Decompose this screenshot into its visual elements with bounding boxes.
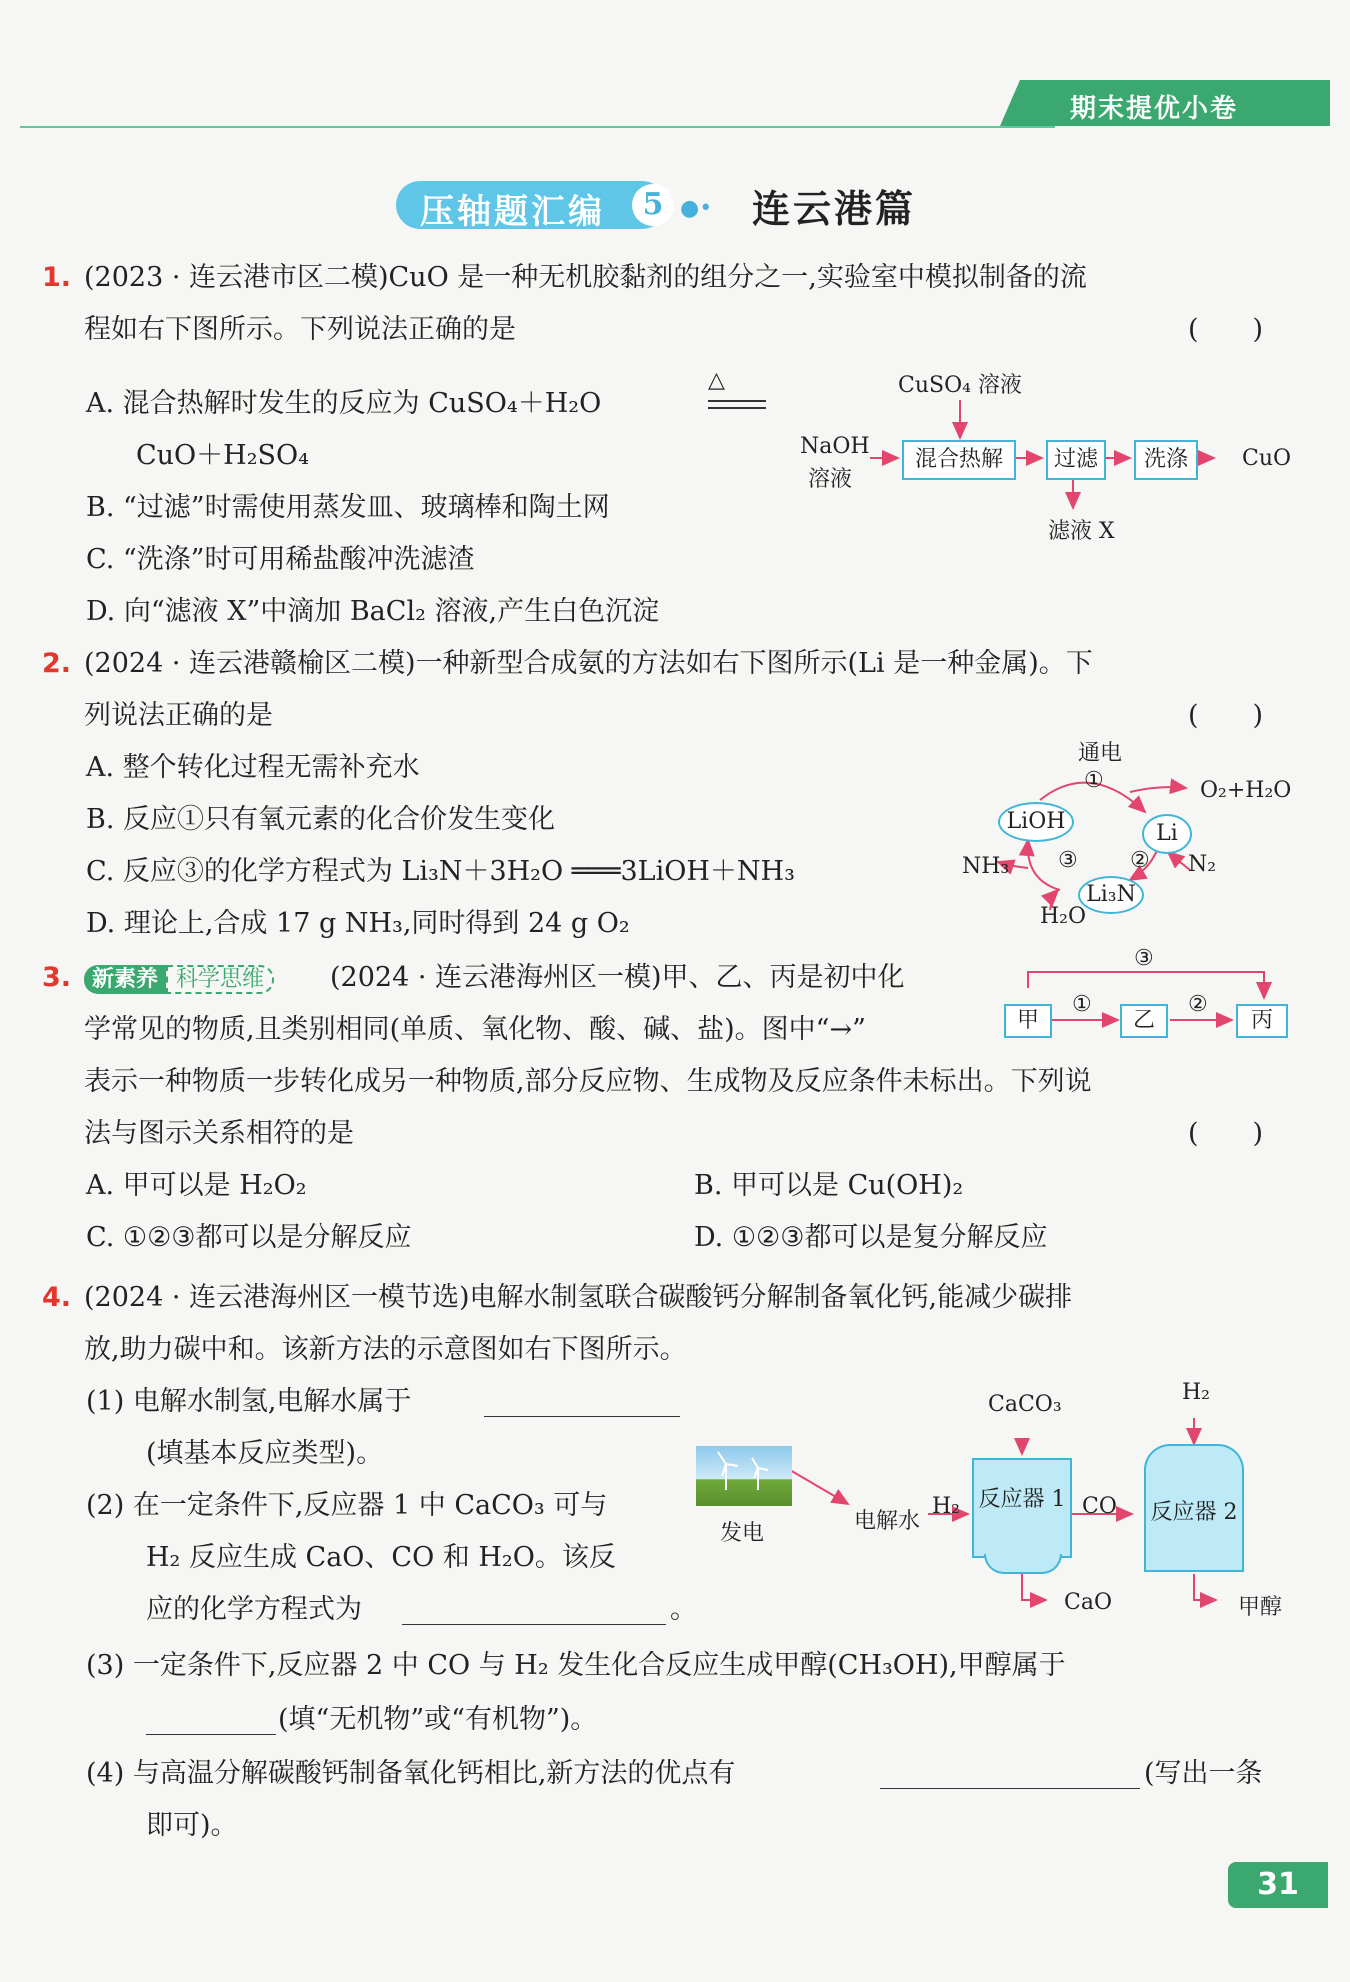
q4-part4-tail: (写出一条 [1144, 1758, 1263, 1789]
q2-option-d: D. 理论上,合成 17 g NH₃,同时得到 24 g O₂ [86, 908, 630, 939]
q3-option-a: A. 甲可以是 H₂O₂ [86, 1170, 307, 1201]
q4-stem-line2: 放,助力碳中和。该新方法的示意图如右下图所示。 [84, 1334, 687, 1365]
q3-stem-line3: 表示一种物质一步转化成另一种物质,部分反应物、生成物及反应条件未标出。下列说 [84, 1066, 1092, 1097]
q2-option-a: A. 整个转化过程无需补充水 [86, 752, 420, 783]
q1-box-wash: 洗涤 [1134, 440, 1198, 480]
q2-node-lioh: LiOH [998, 802, 1074, 842]
q3-diagram-r3: ③ [1134, 946, 1154, 971]
banner-title: 压轴题汇编 [420, 192, 605, 232]
q1-heat-condition: △ [708, 368, 725, 393]
q1-diagram-naoh: NaOH [800, 434, 870, 459]
q3-stem-line4: 法与图示关系相符的是 [84, 1118, 354, 1149]
q2-node-li: Li [1142, 814, 1192, 854]
q3-stem-line2: 学常见的物质,且类别相同(单质、氧化物、酸、碱、盐)。图中“→” [84, 1014, 866, 1045]
q2-option-c: C. 反应③的化学方程式为 Li₃N＋3H₂O ═══3LiOH＋NH₃ [86, 856, 795, 887]
q4-part4-line1: (4) 与高温分解碳酸钙制备氧化钙相比,新方法的优点有 [86, 1758, 736, 1789]
q4-part1: (1) 电解水制氢,电解水属于 [86, 1386, 412, 1417]
q1-diagram-filtrate: 滤液 X [1048, 519, 1115, 544]
q4-stem-line1: (2024 · 连云港海州区一模节选)电解水制氢联合碳酸钙分解制备氧化钙,能减少碳排 [84, 1282, 1073, 1313]
q2-option-b: B. 反应①只有氧元素的化合价发生变化 [86, 804, 556, 835]
q4-reactor-1: 反应器 1 [972, 1458, 1072, 1558]
q2-stem-line2: 列说法正确的是 [84, 700, 273, 731]
q2-diagram-r1: ① [1084, 768, 1104, 793]
q1-diagram-naoh-solution: 溶液 [808, 467, 853, 492]
banner-number: 5 [632, 184, 674, 226]
q2-node-li3n: Li₃N [1078, 876, 1144, 914]
q2-diagram-energize: 通电 [1078, 741, 1123, 766]
q4-diagram-electrolysis: 电解水 [854, 1509, 921, 1534]
q4-reactor-2-dome [1144, 1444, 1244, 1470]
q3-diagram-r1: ① [1072, 992, 1092, 1017]
q4-diagram-h2-a: H₂ [932, 1494, 961, 1519]
q3-diagram-r2: ② [1188, 992, 1208, 1017]
q4-part4-blank[interactable] [880, 1788, 1140, 1789]
q2-diagram-nh3: NH₃ [962, 854, 1010, 879]
header-tab-notch [1000, 80, 1020, 126]
q4-part2-line2: H₂ 反应生成 CaO、CO 和 H₂O。该反 [146, 1542, 616, 1573]
q4-part2-blank[interactable] [402, 1624, 666, 1625]
q3-option-d: D. ①②③都可以是复分解反应 [694, 1222, 1048, 1253]
wind-turbine-icon [696, 1446, 792, 1506]
q1-box-filter: 过滤 [1046, 440, 1106, 480]
q3-stem-line1: (2024 · 连云港海州区一模)甲、乙、丙是初中化 [330, 962, 905, 993]
q3-badge [84, 962, 274, 993]
q1-option-b: B. “过滤”时需使用蒸发皿、玻璃棒和陶土网 [86, 492, 610, 523]
q3-option-b: B. 甲可以是 Cu(OH)₂ [694, 1170, 964, 1201]
q1-answer-paren: ( ) [1188, 314, 1264, 345]
header-tab-label: 期末提优小卷 [1070, 94, 1239, 124]
q4-number: 4. [42, 1282, 72, 1313]
q2-diagram-o2h2o: O₂+H₂O [1200, 778, 1292, 803]
q4-diagram-co: CO [1082, 1494, 1117, 1519]
q1-number: 1. [42, 262, 72, 293]
q4-part2-line3: 应的化学方程式为 [146, 1594, 362, 1625]
q1-option-a-cont: CuO＋H₂SO₄ [136, 440, 310, 471]
q4-diagram-power: 发电 [720, 1521, 765, 1546]
q2-answer-paren: ( ) [1188, 700, 1264, 731]
q4-part2-end: 。 [670, 1594, 697, 1625]
q1-option-a: A. 混合热解时发生的反应为 CuSO₄＋H₂O [86, 388, 602, 419]
q4-reactor-2: 反应器 2 [1144, 1468, 1244, 1572]
q3-node-bing: 丙 [1236, 1004, 1288, 1038]
q4-part2-line1: (2) 在一定条件下,反应器 1 中 CaCO₃ 可与 [86, 1490, 608, 1521]
q3-node-jia: 甲 [1004, 1004, 1052, 1038]
q4-diagram-caco3: CaCO₃ [988, 1392, 1062, 1417]
q2-diagram-n2: N₂ [1188, 852, 1217, 877]
q1-eq-bar-top [708, 400, 766, 402]
q1-option-c: C. “洗涤”时可用稀盐酸冲洗滤渣 [86, 544, 475, 575]
wind-turbine-photo [696, 1446, 792, 1506]
q2-number: 2. [42, 648, 72, 679]
q1-eq-bar-bottom [708, 407, 766, 409]
q1-stem-line1: (2023 · 连云港市区二模)CuO 是一种无机胶黏剂的组分之一,实验室中模拟制备的流 [84, 262, 1087, 293]
page-number: 31 [1228, 1862, 1328, 1908]
q2-diagram-r2: ② [1130, 848, 1150, 873]
q3-badge-secondary: 科学思维 [166, 965, 274, 994]
header-rule [20, 126, 1055, 128]
q2-stem-line1: (2024 · 连云港赣榆区二模)一种新型合成氨的方法如右下图所示(Li 是一种金属)。下 [84, 648, 1093, 679]
q4-part1-cont: (填基本反应类型)。 [146, 1438, 384, 1469]
q4-diagram-h2-b: H₂ [1182, 1380, 1211, 1405]
q4-part3-line1: (3) 一定条件下,反应器 2 中 CO 与 H₂ 发生化合反应生成甲醇(CH₃OH),甲醇属于 [86, 1650, 1066, 1681]
q2-diagram-r3: ③ [1058, 848, 1078, 873]
q1-option-d: D. 向“滤液 X”中滴加 BaCl₂ 溶液,产生白色沉淀 [86, 596, 660, 627]
q3-badge-primary: 新素养 [84, 965, 166, 994]
q3-answer-paren: ( ) [1188, 1118, 1264, 1149]
q3-number: 3. [42, 962, 72, 993]
q1-diagram-product: CuO [1242, 446, 1292, 471]
q1-box-mixing: 混合热解 [902, 440, 1016, 480]
q3-option-c: C. ①②③都可以是分解反应 [86, 1222, 412, 1253]
q4-part3-blank[interactable] [146, 1734, 276, 1735]
q4-diagram-methanol: 甲醇 [1238, 1595, 1283, 1620]
q4-part4-cont: 即可)。 [146, 1810, 238, 1841]
q4-part3-cont: (填“无机物”或“有机物”)。 [278, 1704, 598, 1735]
q2-diagram-h2o: H₂O [1040, 904, 1087, 929]
q4-reactor-1-base [984, 1554, 1062, 1574]
chapter-title: 连云港篇 [752, 186, 917, 231]
q3-node-yi: 乙 [1120, 1004, 1168, 1038]
banner-dots: ●• [680, 196, 713, 221]
q1-stem-line2: 程如右下图所示。下列说法正确的是 [84, 314, 516, 345]
q4-part1-blank[interactable] [484, 1416, 680, 1417]
q4-diagram-cao: CaO [1064, 1590, 1112, 1615]
q1-diagram-cuso4: CuSO₄ 溶液 [898, 373, 1022, 398]
